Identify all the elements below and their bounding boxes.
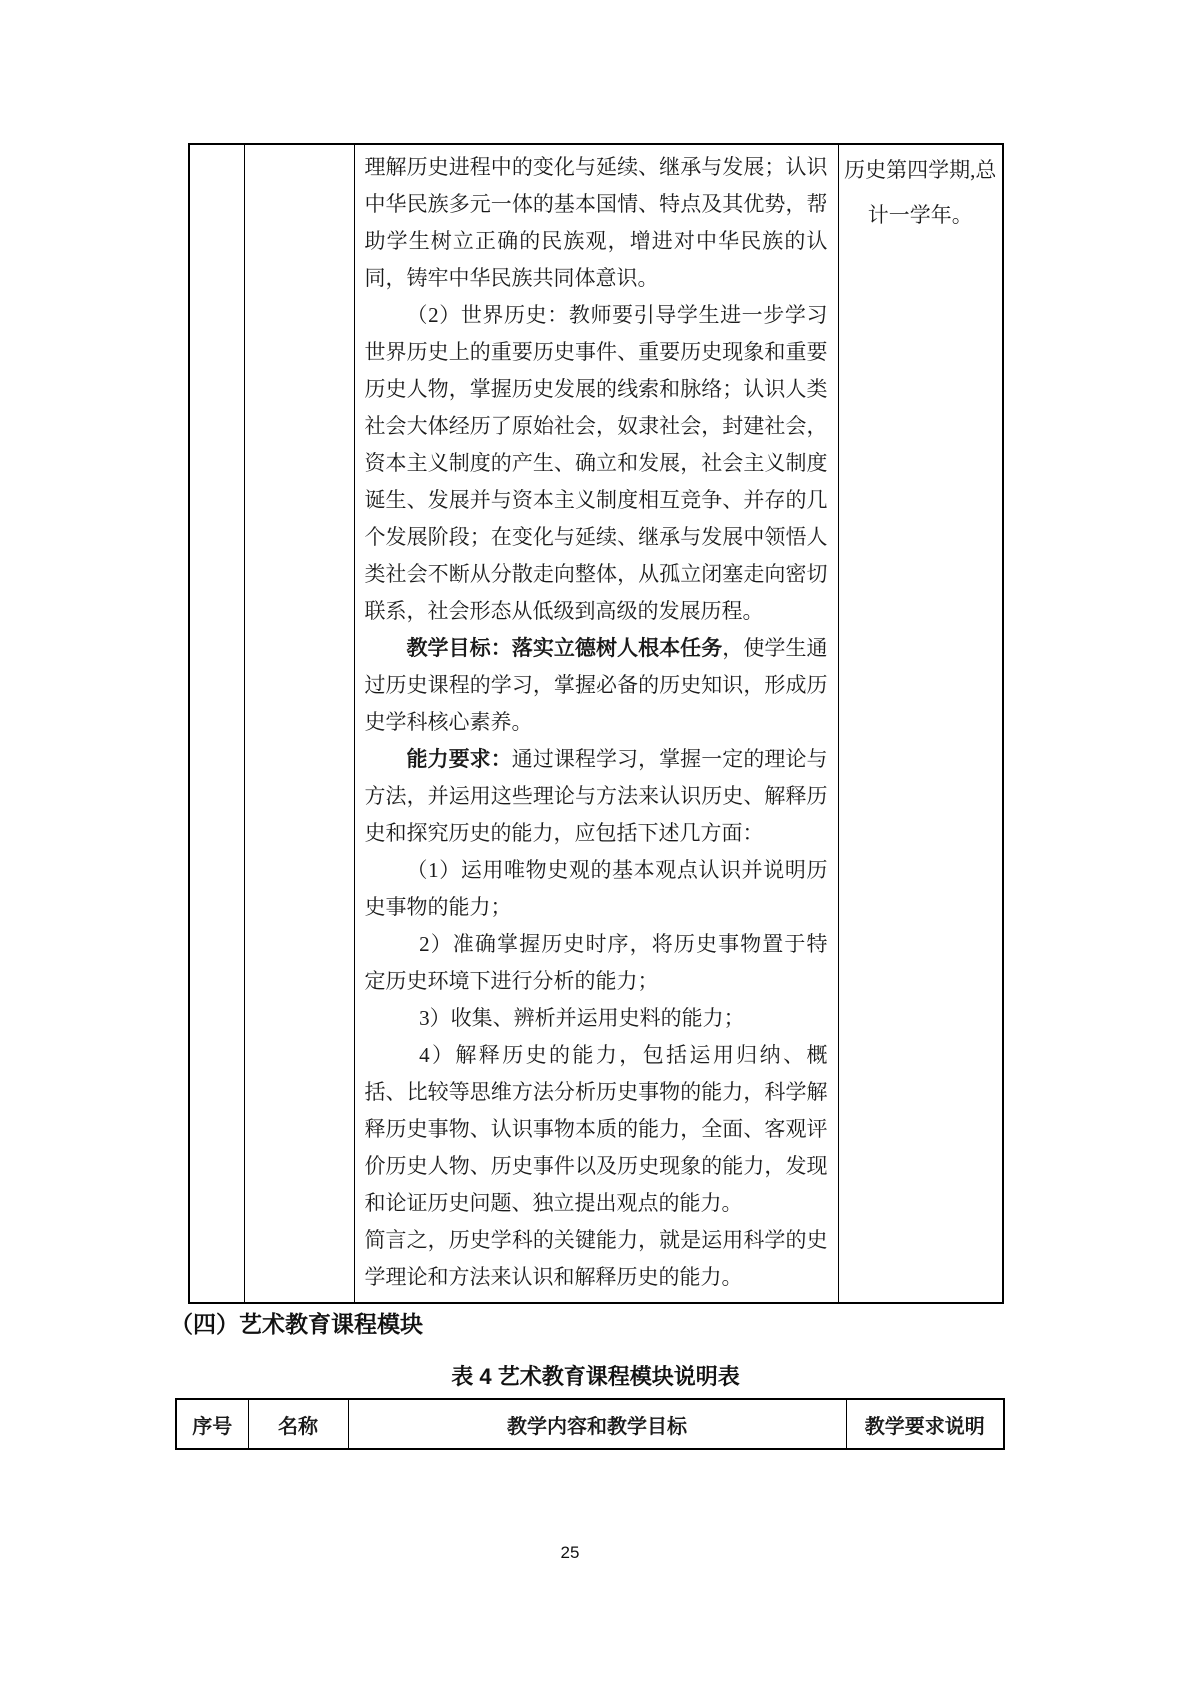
paragraph: 理解历史进程中的变化与延续、继承与发展；认识中华民族多元一体的基本国情、特点及其优势，帮助学生树立正确的民族观，增进对中华民族的认同，铸牢中华民族共同体意识。 xyxy=(364,155,828,290)
table-row xyxy=(189,144,1003,1303)
content-cell xyxy=(354,144,838,1303)
requirement-note-cell: 历史第四学期,总计一学年。 xyxy=(838,144,1003,1303)
section-heading: （四）艺术教育课程模块 xyxy=(170,1311,423,1337)
bold-run: 教学目标：落实立德树人根本任务 xyxy=(406,636,723,660)
column-header-requirement: 教学要求说明 xyxy=(846,1399,1004,1449)
art-module-table xyxy=(175,1398,1005,1450)
paragraph: 2）准确掌握历史时序，将历史事物置于特定历史环境下进行分析的能力； xyxy=(364,932,828,993)
paragraph: （2）世界历史：教师要引导学生进一步学习世界历史上的重要历史事件、重要历史现象和重要历史人物，掌握历史发展的线索和脉络；认识人类社会大体经历了原始社会，奴隶社会，封建社会，资本主义制度的产生、确立和发展，社会主义制度诞生、发展并与资本主义制度相互竞争、并存的几个发展阶段；在变化与延续、继承与发展中领悟人类社会不断从分散走向整体，从孤立闭塞走向密切联系，社会形态从低级到高级的发展历程。 xyxy=(364,303,828,623)
table2-header-row xyxy=(176,1399,1004,1449)
column-header-index: 序号 xyxy=(176,1399,248,1449)
table-caption: 表 4 艺术教育课程模块说明表 xyxy=(451,1364,740,1389)
paragraph: 4）解释历史的能力，包括运用归纳、概括、比较等思维方法分析历史事物的能力，科学解释历史事物、认识事物本质的能力，全面、客观评价历史人物、历史事件以及历史现象的能力，发现和论证历史问题、独立提出观点的能力。 xyxy=(364,1043,828,1215)
index-cell-empty xyxy=(189,144,244,1303)
page-number: 25 xyxy=(560,1543,580,1562)
paragraph: 简言之，历史学科的关键能力，就是运用科学的史学理论和方法来认识和解释历史的能力。 xyxy=(364,1228,828,1289)
history-module-table xyxy=(188,143,1004,1304)
paragraph: 3）收集、辨析并运用史料的能力； xyxy=(419,1006,745,1030)
bold-run: 能力要求： xyxy=(406,747,512,771)
paragraph: （1）运用唯物史观的基本观点认识并说明历史事物的能力； xyxy=(364,858,828,919)
column-header-content: 教学内容和教学目标 xyxy=(348,1399,846,1449)
column-header-name: 名称 xyxy=(248,1399,348,1449)
name-cell-empty xyxy=(244,144,354,1303)
paragraph: 能力要求：通过课程学习，掌握一定的理论与方法，并运用这些理论与方法来认识历史、解释历史和探究历史的能力，应包括下述几方面： xyxy=(364,747,828,845)
paragraph: 教学目标：落实立德树人根本任务，使学生通过历史课程的学习，掌握必备的历史知识，形成历史学科核心素养。 xyxy=(364,636,828,734)
